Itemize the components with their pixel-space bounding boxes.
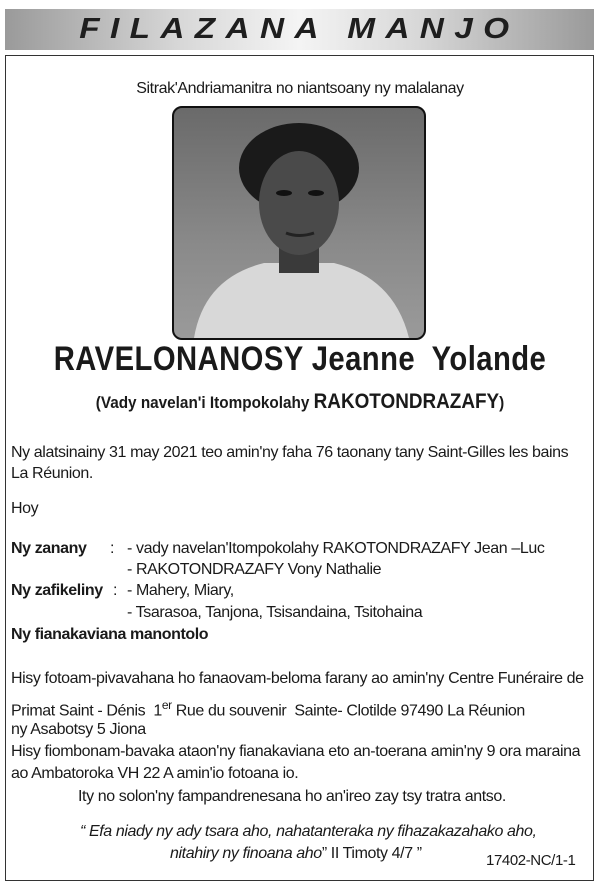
family-label: Ny zanany xyxy=(11,540,87,557)
deceased-name: RAVELONANOSY Jeanne Yolande xyxy=(53,340,547,378)
family-line: - Tsarasoa, Tanjona, Tsisandaina, Tsitohaina xyxy=(127,604,423,621)
verse-line: “ Efa niady ny ady tsara aho, nahatanteraka ny fihazakazahako aho, xyxy=(80,823,537,840)
verse-ref: ” II Timoty 4/7 ” xyxy=(321,845,422,862)
family-sep: : xyxy=(110,540,115,557)
header-banner xyxy=(5,9,594,50)
details-line: ny Asabotsy 5 Jiona xyxy=(11,721,146,738)
details-sup: er xyxy=(161,698,172,712)
family-label: Ny fianakaviana manontolo xyxy=(11,626,209,643)
family-sep: : xyxy=(113,582,118,599)
subtitle-close: ) xyxy=(499,393,505,412)
reference-code: 17402-NC/1-1 xyxy=(486,852,576,869)
family-line: - RAKOTONDRAZAFY Vony Nathalie xyxy=(127,561,382,578)
verse-text: nitahiry ny finoana aho xyxy=(170,845,322,862)
hoy-text: Hoy xyxy=(11,500,39,517)
announcement-line: La Réunion. xyxy=(11,465,93,482)
subtitle-surname: RAKOTONDRAZAFY xyxy=(313,390,500,413)
header-title: FILAZANA MANJO xyxy=(79,13,520,45)
deceased-subtitle xyxy=(30,390,570,414)
details-text: Primat Saint - Dénis 1 xyxy=(11,702,162,720)
subtitle-text: (Vady navelan'i Itompokolahy xyxy=(95,393,314,412)
details-line: Hisy fotoam-pivavahana ho fanaovam-beloma farany ao amin'ny Centre Funéraire de xyxy=(11,670,584,687)
details-line: Ity no solon'ny fampandrenesana ho an'ireo zay tsy tratra antso. xyxy=(78,788,506,805)
family-label: Ny zafikeliny xyxy=(11,582,103,599)
family-line: - Mahery, Miary, xyxy=(127,582,234,599)
family-line: - vady navelan'Itompokolahy RAKOTONDRAZAFY Jean –Luc xyxy=(127,540,545,557)
intro-text: Sitrak'Andriamanitra no niantsoany ny malalanay xyxy=(136,80,464,97)
details-line: ao Ambatoroka VH 22 A amin'io fotoana io. xyxy=(11,765,299,782)
details-text: Rue du souvenir Sainte- Clotilde 97490 La Réunion xyxy=(171,702,525,720)
details-line: Hisy fiombonam-bavaka ataon'ny fianakaviana eto an-toerana amin'ny 9 ora maraina xyxy=(11,743,581,760)
verse-line xyxy=(170,845,422,863)
portrait-photo xyxy=(172,106,426,340)
announcement-line: Ny alatsinainy 31 may 2021 teo amin'ny faha 76 taonany tany Saint-Gilles les bains xyxy=(11,444,569,461)
details-line xyxy=(11,698,525,720)
